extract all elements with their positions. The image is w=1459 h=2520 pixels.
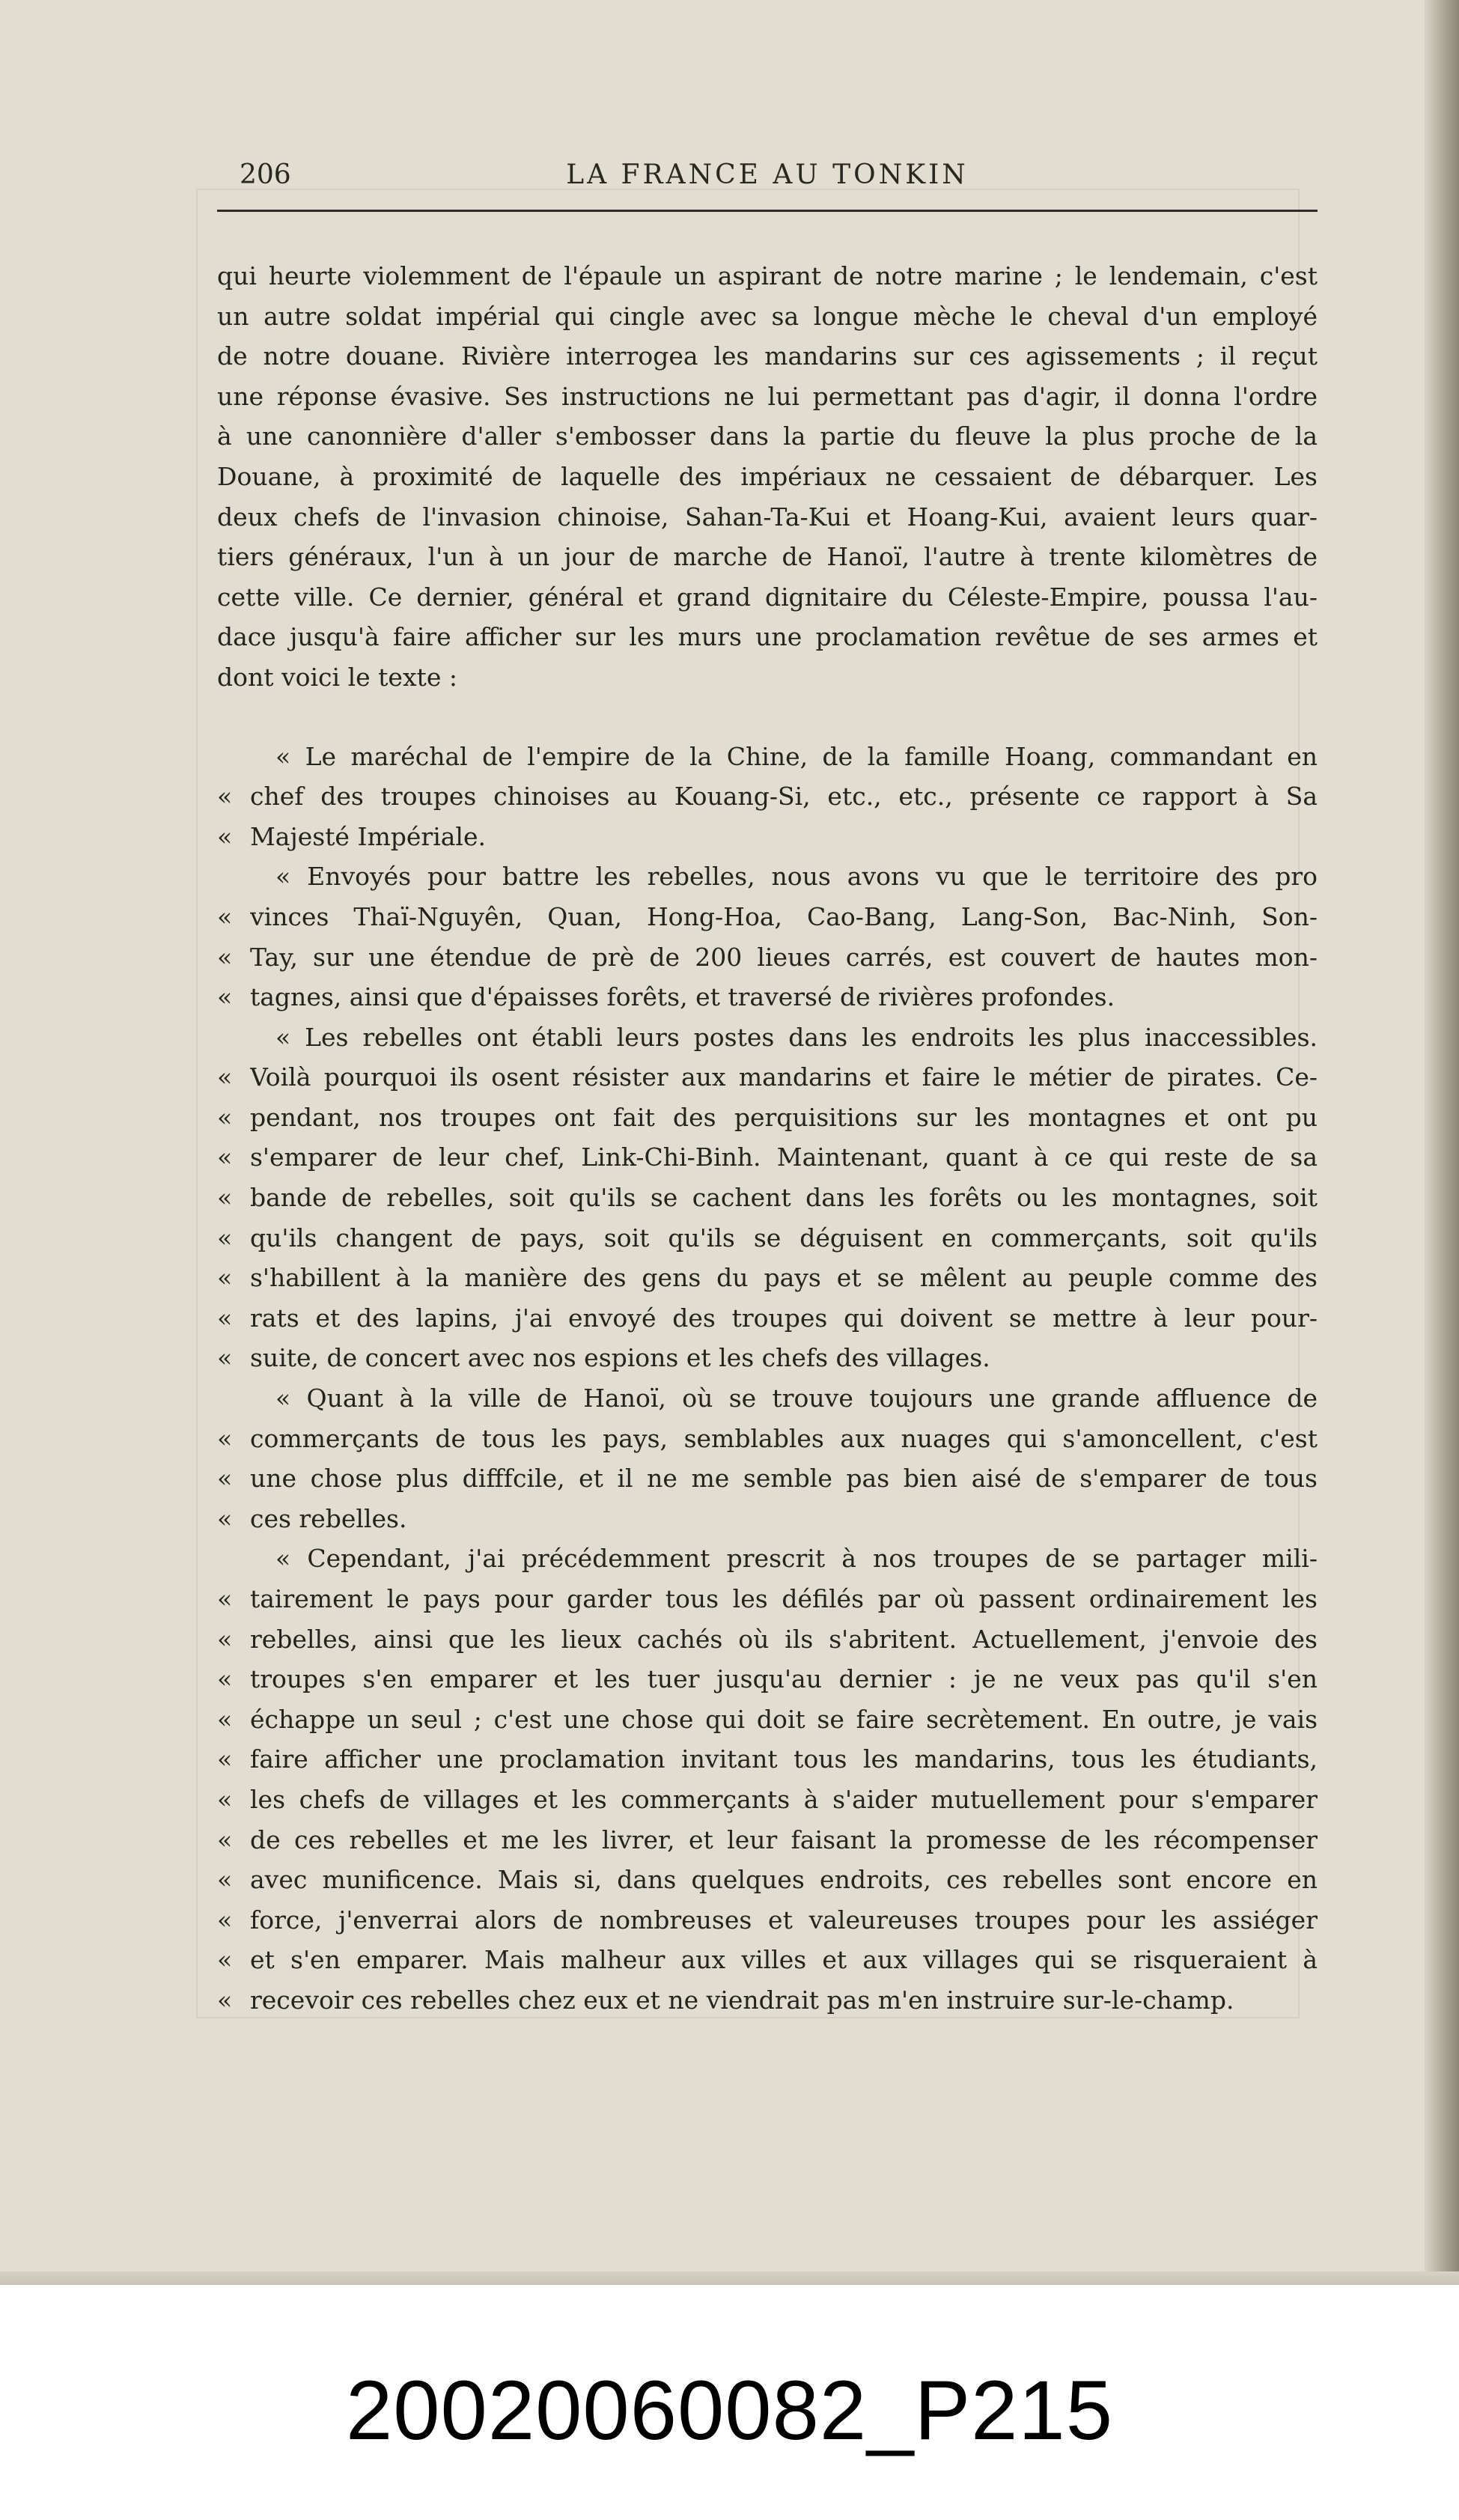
quote-line-text: les chefs de villages et les commerçants à s'aider mutuellement pour s'emparer — [250, 1784, 1318, 1814]
quote-line — [217, 1940, 1318, 1980]
quote-line — [217, 1178, 1318, 1218]
intro-line — [217, 377, 1318, 417]
quote-line-text: chef des troupes chinoises au Kouang-Si, etc., etc., présente ce rapport à Sa — [250, 782, 1318, 812]
quote-line-text: Tay, sur une étendue de prè de 200 lieues carrés, est couvert de hautes mon- — [250, 942, 1318, 972]
quote-line — [217, 1098, 1318, 1138]
guillemet-mark: « — [217, 1102, 233, 1132]
guillemet-mark: « — [217, 1945, 233, 1975]
guillemet-mark: « — [217, 1905, 233, 1935]
guillemet-mark: « — [217, 1824, 233, 1854]
quote-line — [217, 856, 1318, 897]
header-rule — [217, 210, 1318, 212]
guillemet-mark: « — [217, 1263, 233, 1293]
intro-line-text: tiers généraux, l'un à un jour de marche de Hanoï, l'autre à trente kilomètres de — [217, 542, 1318, 572]
quote-line — [217, 1820, 1318, 1860]
quote-line-text: s'habillent à la manière des gens du pays et se mêlent au peuple comme des — [250, 1263, 1318, 1293]
intro-line-text: un autre soldat impérial qui cingle avec sa longue mèche le cheval d'un employé — [217, 301, 1318, 331]
quote-line-text: troupes s'en emparer et les tuer jusqu'au dernier : je ne veux pas qu'il s'en — [250, 1664, 1318, 1694]
intro-line-text: Douane, à proximité de laquelle des impériaux ne cessaient de débarquer. Les — [217, 461, 1318, 491]
quote-line-text: faire afficher une proclamation invitant tous les mandarins, tous les étudiants, — [250, 1744, 1318, 1774]
intro-line — [217, 336, 1318, 377]
quote-line — [217, 897, 1318, 937]
intro-line-text: à une canonnière d'aller s'embosser dans la partie du fleuve la plus proche de la — [217, 421, 1318, 451]
quote-line-text: tagnes, ainsi que d'épaisses forêts, et traversé de rivières profondes. — [250, 982, 1115, 1012]
guillemet-mark: « — [217, 1223, 233, 1253]
quote-line — [217, 776, 1318, 817]
quote-line — [217, 1499, 1318, 1539]
intro-line — [217, 256, 1318, 296]
guillemet-mark: « — [217, 1183, 233, 1213]
running-title: LA FRANCE AU TONKIN — [566, 159, 969, 190]
guillemet-mark: « — [217, 942, 233, 972]
quote-line-text: tairement le pays pour garder tous les défilés par où passent ordinairement les — [250, 1584, 1318, 1613]
quote-line — [217, 1338, 1318, 1378]
quote-line-text: Majesté Impériale. — [250, 821, 486, 851]
proclamation-quote — [217, 737, 1318, 2021]
intro-line — [217, 457, 1318, 497]
guillemet-mark: « — [217, 1303, 233, 1333]
guillemet-mark: « — [217, 1142, 233, 1172]
running-head — [217, 154, 1318, 196]
quote-line — [217, 1298, 1318, 1339]
quote-line-text: Voilà pourquoi ils osent résister aux mandarins et faire le métier de pirates. Ce- — [250, 1062, 1318, 1092]
quote-line-text: « Le maréchal de l'empire de la Chine, de la famille Hoang, commandant en — [275, 741, 1318, 771]
quote-paragraph — [217, 737, 1318, 857]
guillemet-mark: « — [217, 901, 233, 931]
intro-line-text: qui heurte violemment de l'épaule un aspirant de notre marine ; le lendemain, c'est — [217, 261, 1318, 290]
intro-line — [217, 537, 1318, 577]
guillemet-mark: « — [217, 1464, 233, 1494]
intro-line — [217, 617, 1318, 657]
intro-line-text: de notre douane. Rivière interrogea les mandarins sur ces agissements ; il reçut — [217, 341, 1318, 371]
quote-line — [217, 1017, 1318, 1058]
guillemet-mark: « — [217, 1503, 233, 1533]
quote-line — [217, 1579, 1318, 1619]
quote-line-text: « Envoyés pour battre les rebelles, nous avons vu que le territoire des pro — [275, 862, 1318, 892]
intro-paragraph — [217, 256, 1318, 698]
quote-line — [217, 1860, 1318, 1900]
guillemet-mark: « — [217, 1744, 233, 1774]
quote-line-text: bande de rebelles, soit qu'ils se cachent dans les forêts ou les montagnes, soit — [250, 1183, 1318, 1213]
guillemet-mark: « — [217, 1865, 233, 1895]
intro-line — [217, 497, 1318, 538]
body-text — [217, 256, 1318, 2021]
quote-line-text: suite, de concert avec nos espions et les chefs des villages. — [250, 1343, 990, 1373]
quote-line — [217, 1258, 1318, 1298]
quote-line — [217, 1218, 1318, 1259]
quote-line-text: recevoir ces rebelles chez eux et ne viendrait pas m'en instruire sur-le-champ. — [250, 1985, 1234, 2015]
quote-line-text: qu'ils changent de pays, soit qu'ils se déguisent en commerçants, soit qu'ils — [250, 1223, 1318, 1253]
guillemet-mark: « — [217, 1985, 233, 2015]
quote-line-text: avec munificence. Mais si, dans quelques endroits, ces rebelles sont encore en — [250, 1865, 1318, 1895]
quote-line-text: vinces Thaï-Nguyên, Quan, Hong-Hoa, Cao-Bang, Lang-Son, Bac-Ninh, Son- — [250, 901, 1318, 931]
quote-line — [217, 1458, 1318, 1499]
guillemet-mark: « — [217, 1343, 233, 1373]
intro-line-text: dont voici le texte : — [217, 662, 457, 692]
guillemet-mark: « — [217, 821, 233, 851]
guillemet-mark: « — [217, 782, 233, 812]
quote-line — [217, 737, 1318, 777]
quote-paragraph — [217, 1378, 1318, 1539]
quote-line-text: et s'en emparer. Mais malheur aux villes et aux villages qui se risqueraient à — [250, 1945, 1318, 1975]
quote-line — [217, 1419, 1318, 1459]
quote-line — [217, 1659, 1318, 1699]
quote-line — [217, 817, 1318, 857]
quote-line-text: une chose plus difffcile, et il ne me semble pas bien aisé de s'emparer de tous — [250, 1464, 1318, 1494]
quote-line — [217, 1137, 1318, 1178]
quote-line-text: « Les rebelles ont établi leurs postes dans les endroits les plus inaccessibles. — [275, 1022, 1318, 1052]
guillemet-mark: « — [217, 1062, 233, 1092]
quote-line — [217, 1619, 1318, 1660]
quote-line — [217, 1980, 1318, 2021]
quote-line-text: pendant, nos troupes ont fait des perquisitions sur les montagnes et ont pu — [250, 1102, 1318, 1132]
scan-identifier: 20020060082_P215 — [345, 2364, 1114, 2457]
guillemet-mark: « — [217, 1624, 233, 1654]
intro-line-text: dace jusqu'à faire afficher sur les murs une proclamation revêtue de ses armes et — [217, 622, 1318, 652]
quote-paragraph — [217, 1539, 1318, 2020]
quote-paragraph — [217, 1017, 1318, 1378]
quote-line-text: « Cependant, j'ai précédemment prescrit à nos troupes de se partager mili- — [275, 1544, 1318, 1574]
page-number: 206 — [240, 159, 291, 190]
quote-line — [217, 1057, 1318, 1098]
quote-line-text: s'emparer de leur chef, Link-Chi-Binh. Maintenant, quant à ce qui reste de sa — [250, 1142, 1318, 1172]
intro-line — [217, 416, 1318, 457]
intro-line — [217, 657, 1318, 698]
quote-line-text: rebelles, ainsi que les lieux cachés où ils s'abritent. Actuellement, j'envoie des — [250, 1624, 1318, 1654]
page-bottom-edge — [0, 2271, 1459, 2285]
quote-line — [217, 1699, 1318, 1740]
quote-line-text: commerçants de tous les pays, semblables aux nuages qui s'amoncellent, c'est — [250, 1423, 1318, 1453]
quote-line-text: échappe un seul ; c'est une chose qui doit se faire secrètement. En outre, je vais — [250, 1704, 1318, 1734]
guillemet-mark: « — [217, 1784, 233, 1814]
quote-line-text: force, j'enverrai alors de nombreuses et valeureuses troupes pour les assiéger — [250, 1905, 1318, 1935]
quote-line — [217, 1739, 1318, 1780]
intro-line — [217, 577, 1318, 618]
quote-line-text: « Quant à la ville de Hanoï, où se trouve toujours une grande affluence de — [275, 1384, 1318, 1413]
intro-line-text: deux chefs de l'invasion chinoise, Sahan-Ta-Kui et Hoang-Kui, avaient leurs quar- — [217, 502, 1318, 532]
quote-line-text: de ces rebelles et me les livrer, et leur faisant la promesse de les récompenser — [250, 1824, 1318, 1854]
guillemet-mark: « — [217, 1584, 233, 1613]
intro-line-text: une réponse évasive. Ses instructions ne lui permettant pas d'agir, il donna l'ordre — [217, 381, 1318, 411]
guillemet-mark: « — [217, 982, 233, 1012]
guillemet-mark: « — [217, 1423, 233, 1453]
quote-line — [217, 977, 1318, 1017]
quote-line — [217, 1780, 1318, 1820]
quote-line — [217, 937, 1318, 978]
intro-line-text: cette ville. Ce dernier, général et grand dignitaire du Céleste-Empire, poussa l'au- — [217, 582, 1318, 612]
quote-line — [217, 1378, 1318, 1419]
quote-line — [217, 1539, 1318, 1579]
guillemet-mark: « — [217, 1664, 233, 1694]
intro-line — [217, 296, 1318, 337]
quote-paragraph — [217, 856, 1318, 1017]
guillemet-mark: « — [217, 1704, 233, 1734]
quote-line — [217, 1900, 1318, 1941]
quote-line-text: ces rebelles. — [250, 1503, 407, 1533]
page-edge-shadow — [1425, 0, 1459, 2285]
quote-line-text: rats et des lapins, j'ai envoyé des troupes qui doivent se mettre à leur pour- — [250, 1303, 1318, 1333]
